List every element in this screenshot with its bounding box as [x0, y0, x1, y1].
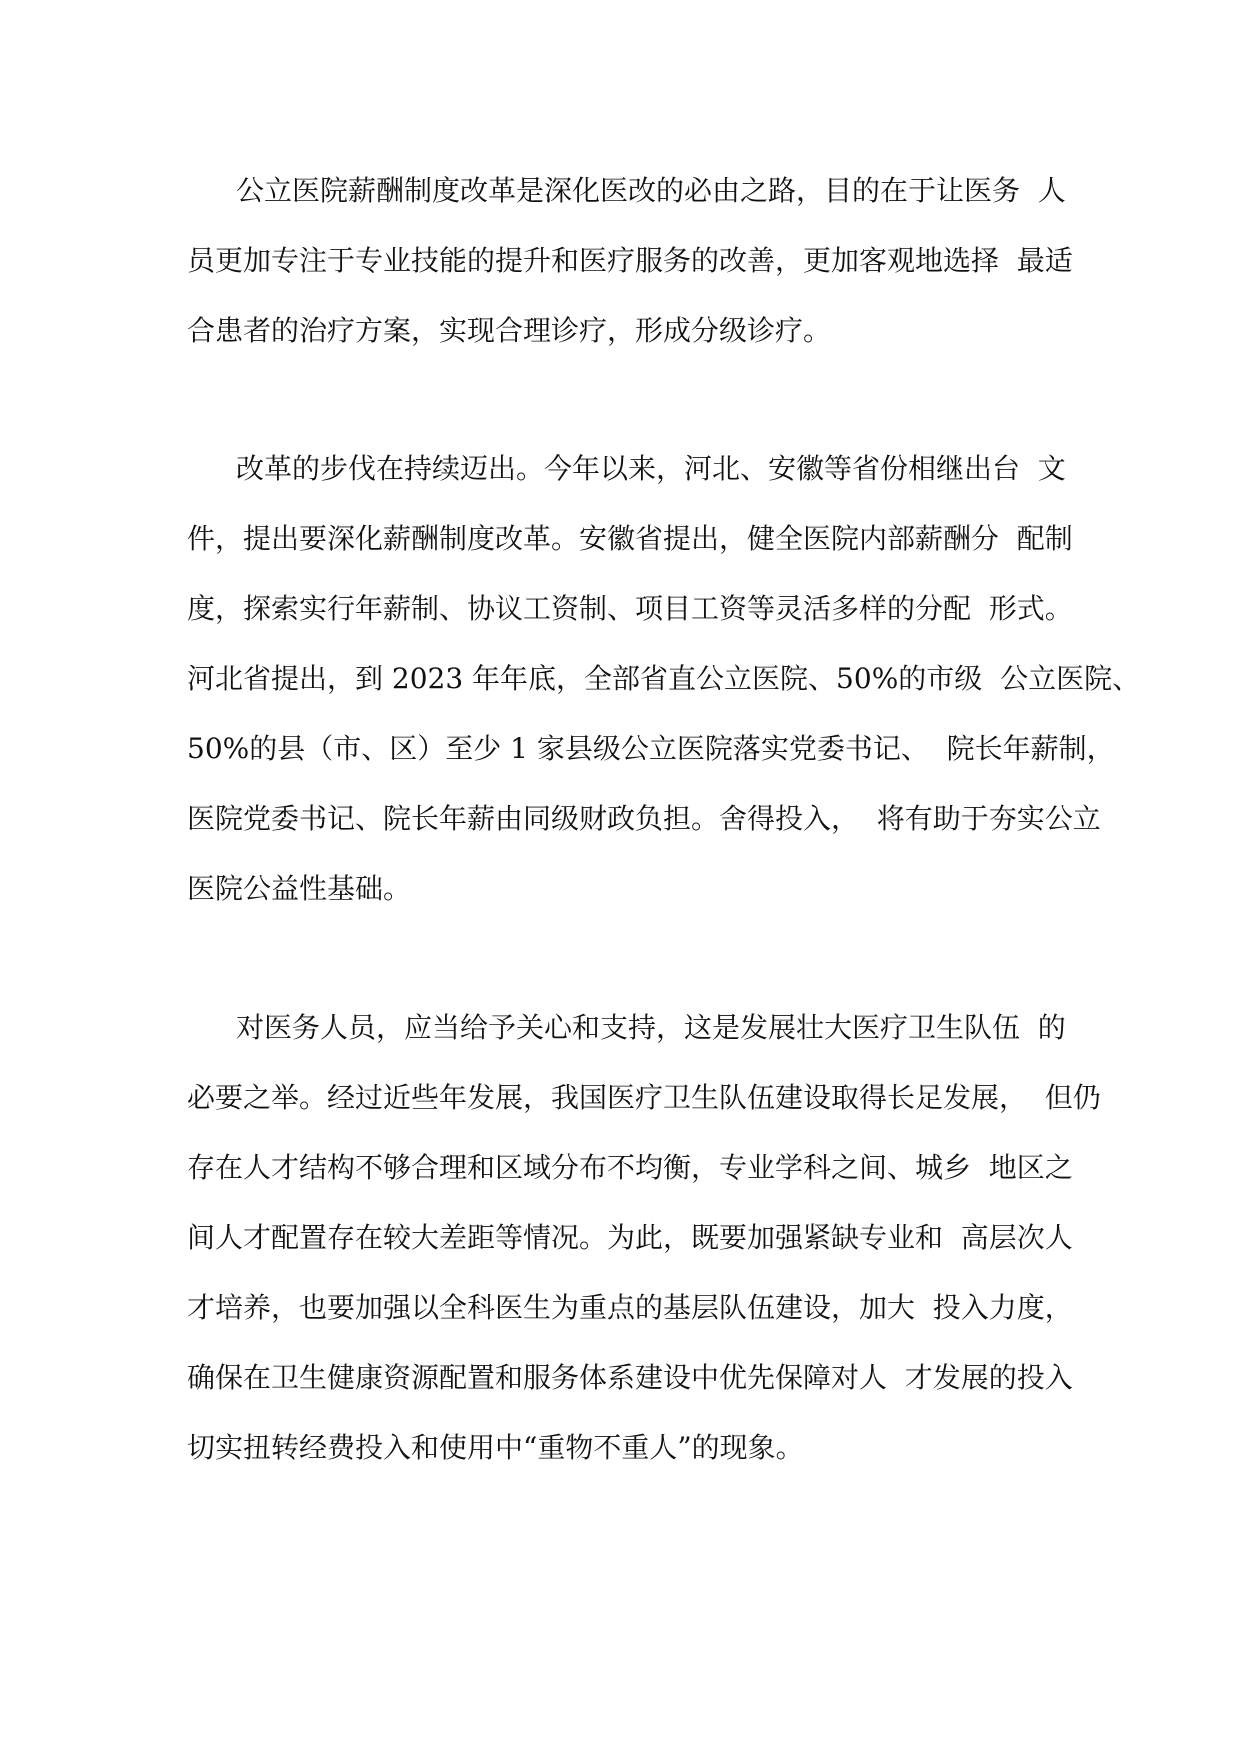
paragraph-2-line-2: 件，提出要深化薪酬制度改革。安徽省提出，健全医院内部薪酬分 配制 [187, 522, 1073, 555]
paragraph-3-line-6: 确保在卫生健康资源配置和服务体系建设中优先保障对人 才发展的投入 [187, 1361, 1073, 1394]
paragraph-3-line-4: 间人才配置存在较大差距等情况。为此，既要加强紧缺专业和 高层次人 [187, 1221, 1073, 1254]
paragraph-2-line-3: 度，探索实行年薪制、协议工资制、项目工资等灵活多样的分配 形式。 [187, 592, 1073, 625]
paragraph-2-line-5: 50%的县（市、区）至少 1 家县级公立医院落实党委书记、 院长年薪制， [187, 732, 1115, 765]
paragraph-3-line-3: 存在人才结构不够合理和区域分布不均衡，专业学科之间、城乡 地区之 [187, 1151, 1073, 1184]
paragraph-3-line-7: 切实扭转经费投入和使用中“重物不重人”的现象。 [187, 1431, 804, 1464]
paragraph-1-line-3: 合患者的治疗方案，实现合理诊疗，形成分级诊疗。 [187, 314, 832, 347]
paragraph-3-line-5: 才培养，也要加强以全科医生为重点的基层队伍建设，加大 投入力度， [187, 1291, 1073, 1324]
paragraph-3-line-2: 必要之举。经过近些年发展，我国医疗卫生队伍建设取得长足发展， 但仍 [187, 1081, 1101, 1114]
paragraph-2-line-6: 医院党委书记、院长年薪由同级财政负担。舍得投入， 将有助于夯实公立 [187, 802, 1101, 835]
paragraph-1-line-1: 公立医院薪酬制度改革是深化医改的必由之路，目的在于让医务 人 [236, 174, 1066, 207]
paragraph-2-line-1: 改革的步伐在持续迈出。今年以来，河北、安徽等省份相继出台 文 [236, 452, 1066, 485]
paragraph-2-line-7: 医院公益性基础。 [187, 872, 412, 905]
paragraph-3-line-1: 对医务人员，应当给予关心和支持，这是发展壮大医疗卫生队伍 的 [236, 1011, 1066, 1044]
paragraph-2-line-4: 河北省提出，到 2023 年年底，全部省直公立医院、50%的市级 公立医院、 [187, 662, 1141, 695]
paragraph-1-line-2: 员更加专注于专业技能的提升和医疗服务的改善，更加客观地选择 最适 [187, 244, 1073, 277]
